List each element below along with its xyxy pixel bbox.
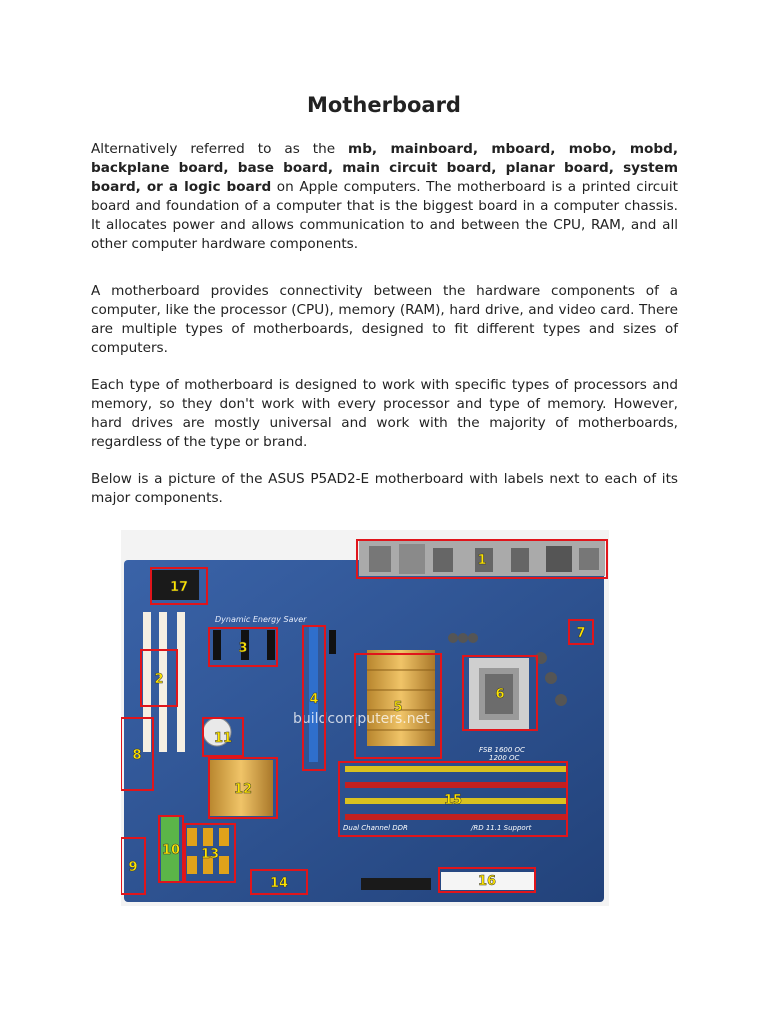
label-number-4: 4 xyxy=(309,692,319,707)
board-text-fsb: FSB 1600 OC xyxy=(479,746,525,754)
paragraph-figure-intro: Below is a picture of the ASUS P5AD2-E motherboard with labels next to each of its major components. xyxy=(91,471,678,506)
label-number-15: 15 xyxy=(443,793,463,808)
definition-intro: Alternatively referred to as the xyxy=(91,141,349,157)
label-number-13: 13 xyxy=(200,847,220,862)
label-number-9: 9 xyxy=(128,860,138,875)
label-number-3: 3 xyxy=(238,641,248,656)
label-number-12: 12 xyxy=(233,782,253,797)
watermark-text: buildcomputers.net xyxy=(293,711,430,727)
label-number-2: 2 xyxy=(154,672,164,687)
paragraph-compatibility: Each type of motherboard is designed to work with specific types of processors and memory, so they don't work with every processor and type of memory. However, hard drives are mostly universal and work with the majority of motherboards, regardless of the type or brand. xyxy=(91,377,678,450)
definition-aliases: mb, mainboard, mboard, mobo, mobd, backplane board, base board, main circuit board, planar board, system board, or a logic board xyxy=(91,141,678,195)
paragraph-connectivity: A motherboard provides connectivity between the hardware components of a computer, like the processor (CPU), memory (RAM), hard drive, and video card. There are multiple types of motherboards, designed to fit different types and sizes of computers. xyxy=(91,283,678,356)
label-number-16: 16 xyxy=(477,874,497,889)
label-number-17: 17 xyxy=(169,580,189,595)
pci-slots xyxy=(143,612,185,752)
definition-rest: on Apple computers. The motherboard is a printed circuit board and foundation of a computer that is the biggest board in a computer chassis. It allocates power and allows communication to and between the CPU, RAM, and all other computer hardware components. xyxy=(91,179,678,252)
label-number-10: 10 xyxy=(161,843,181,858)
label-number-11: 11 xyxy=(213,731,233,746)
board-text-energy-saver: Dynamic Energy Saver xyxy=(215,615,307,624)
label-number-5: 5 xyxy=(393,700,403,715)
northbridge-heatsink xyxy=(367,650,435,746)
label-number-8: 8 xyxy=(132,748,142,763)
label-number-14: 14 xyxy=(269,876,289,891)
paragraph-definition xyxy=(91,140,678,254)
label-number-6: 6 xyxy=(495,687,505,702)
board-text-support: /RD 11.1 Support xyxy=(471,824,532,832)
floppy-connector xyxy=(361,878,431,890)
board-text-ddr: Dual Channel DDR xyxy=(343,824,408,832)
motherboard-photo xyxy=(121,530,609,906)
page-title: Motherboard xyxy=(307,93,461,117)
label-number-1: 1 xyxy=(477,553,487,568)
label-number-7: 7 xyxy=(576,626,586,641)
board-text-fsb-secondary: 1200 OC xyxy=(489,754,520,762)
